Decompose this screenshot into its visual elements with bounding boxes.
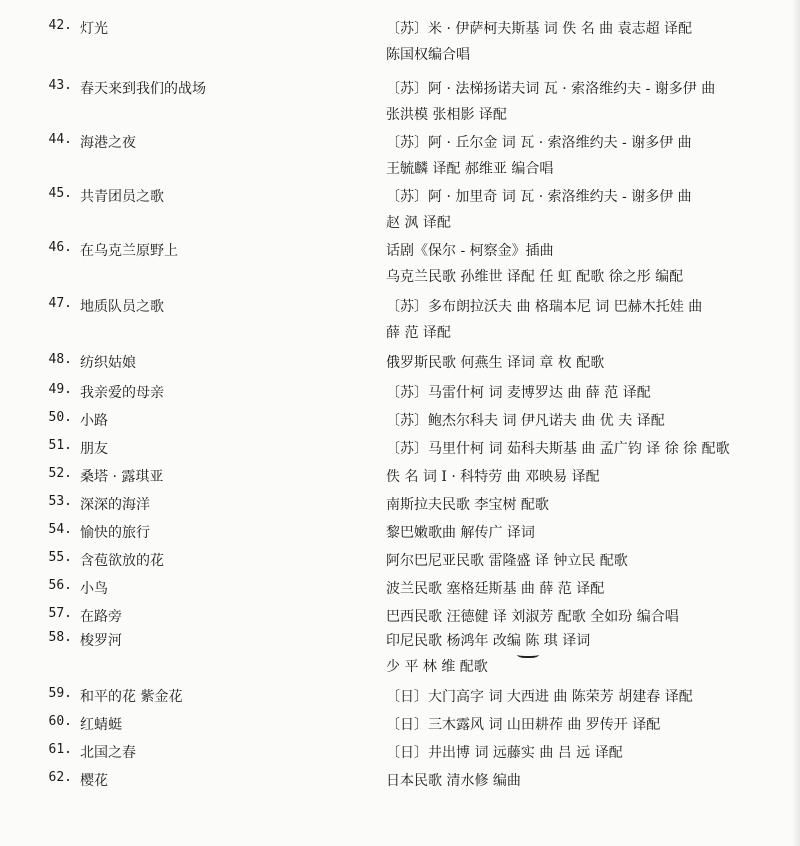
song-credit-line: 佚 名 词 I · 科特劳 曲 邓映易 译配 xyxy=(386,469,600,485)
song-credit-line: 〔苏〕阿 · 加里奇 词 瓦 · 索洛维约夫 - 谢多伊 曲 xyxy=(386,189,692,205)
song-title: 纺织姑娘 xyxy=(80,355,136,371)
song-credit-line: 〔日〕三木露风 词 山田耕莋 曲 罗传开 译配 xyxy=(386,717,661,733)
song-credit-line: 阿尔巴尼亚民歌 雷隆盛 译 钟立民 配歌 xyxy=(386,553,628,569)
song-title: 小路 xyxy=(80,413,108,429)
song-credit-line: 〔苏〕米 · 伊萨柯夫斯基 词 佚 名 曲 袁志超 译配 xyxy=(386,21,693,37)
song-title: 我亲爱的母亲 xyxy=(80,385,164,401)
entry-number: 48. xyxy=(48,352,72,367)
entry-number: 53. xyxy=(48,494,72,509)
song-title: 朋友 xyxy=(80,441,108,457)
entry-number: 51. xyxy=(48,438,72,453)
song-credit-line: 陈国权编合唱 xyxy=(386,47,470,63)
song-credit-line: 王毓麟 译配 郝维亚 编合唱 xyxy=(386,161,554,177)
entry-number: 42. xyxy=(48,18,72,33)
song-title: 春天来到我们的战场 xyxy=(80,81,206,97)
song-title: 樱花 xyxy=(80,773,108,789)
entry-number: 58. xyxy=(48,630,72,645)
song-credit-line: 〔苏〕马雷什柯 词 麦博罗达 曲 薛 范 译配 xyxy=(386,385,651,401)
entry-number: 57. xyxy=(48,606,72,621)
song-credit-line: 黎巴嫩歌曲 解传广 译词 xyxy=(386,525,535,541)
song-credit-line: 南斯拉夫民歌 李宝树 配歌 xyxy=(386,497,549,513)
song-credit-line: 〔苏〕多布朗拉沃夫 曲 格瑞本尼 词 巴赫木托娃 曲 xyxy=(386,299,703,315)
song-title: 愉快的旅行 xyxy=(80,525,150,541)
song-credit-line: 〔苏〕阿 · 丘尔金 词 瓦 · 索洛维约夫 - 谢多伊 曲 xyxy=(386,135,692,151)
song-title: 北国之春 xyxy=(80,745,136,761)
song-credit-line: 波兰民歌 塞格廷斯基 曲 薛 范 译配 xyxy=(386,581,605,597)
song-credit-line: 巴西民歌 汪德健 译 刘淑芳 配歌 全如玢 编合唱 xyxy=(386,609,679,625)
entry-number: 44. xyxy=(48,132,72,147)
entry-number: 49. xyxy=(48,382,72,397)
song-title: 含苞欲放的花 xyxy=(80,553,164,569)
entry-number: 55. xyxy=(48,550,72,565)
entry-number: 61. xyxy=(48,742,72,757)
entry-number: 43. xyxy=(48,78,72,93)
entry-number: 62. xyxy=(48,770,72,785)
song-credit-line: 〔苏〕鲍杰尔科夫 词 伊凡诺夫 曲 优 夫 译配 xyxy=(386,413,665,429)
song-credit-line: 话剧《保尔 - 柯察金》插曲 xyxy=(386,243,554,259)
song-credit-line: 张洪模 张相影 译配 xyxy=(386,107,507,123)
song-credit-line: 日本民歌 清水修 编曲 xyxy=(386,773,521,789)
song-title: 地质队员之歌 xyxy=(80,299,164,315)
song-credit-line: 〔日〕井出博 词 远藤实 曲 吕 远 译配 xyxy=(386,745,623,761)
song-credit-line: 乌克兰民歌 孙维世 译配 任 虹 配歌 徐之彤 编配 xyxy=(386,269,684,285)
song-title: 在路旁 xyxy=(80,609,122,625)
entry-number: 47. xyxy=(48,296,72,311)
song-title: 在乌克兰原野上 xyxy=(80,243,178,259)
entry-number: 59. xyxy=(48,686,72,701)
song-credit-line: 〔苏〕阿 · 法梯扬诺夫词 瓦 · 索洛维约夫 - 谢多伊 曲 xyxy=(386,81,716,97)
song-credit-line: 赵 沨 译配 xyxy=(386,215,451,231)
song-credit-line: 〔苏〕马里什柯 词 茹科夫斯基 曲 孟广钧 译 徐 徐 配歌 xyxy=(386,441,730,457)
page-edge-shadow xyxy=(792,0,800,846)
song-title: 深深的海洋 xyxy=(80,497,150,513)
song-title: 海港之夜 xyxy=(80,135,136,151)
entry-number: 60. xyxy=(48,714,72,729)
song-credit-line: 薛 范 译配 xyxy=(386,325,451,341)
entry-number: 54. xyxy=(48,522,72,537)
song-title: 和平的花 紫金花 xyxy=(80,689,183,705)
song-credit-line: 俄罗斯民歌 何燕生 译词 章 枚 配歌 xyxy=(386,355,605,371)
song-credit-line: 〔日〕大门高字 词 大西进 曲 陈荣芳 胡建春 译配 xyxy=(386,689,693,705)
entry-number: 45. xyxy=(48,186,72,201)
song-title: 灯光 xyxy=(80,21,108,37)
song-credit-line: 少 平 林 维 配歌 xyxy=(386,659,488,675)
song-title: 共青团员之歌 xyxy=(80,189,164,205)
entry-number: 56. xyxy=(48,578,72,593)
underline-mark xyxy=(517,650,539,658)
song-title: 红蜻蜓 xyxy=(80,717,122,733)
song-title: 桑塔 · 露琪亚 xyxy=(80,469,164,485)
entry-number: 52. xyxy=(48,466,72,481)
entry-number: 50. xyxy=(48,410,72,425)
entry-number: 46. xyxy=(48,240,72,255)
song-title: 小鸟 xyxy=(80,581,108,597)
song-title: 梭罗河 xyxy=(80,633,122,649)
song-credit-line: 印尼民歌 杨鸿年 改编 陈 琪 译词 xyxy=(386,633,591,649)
